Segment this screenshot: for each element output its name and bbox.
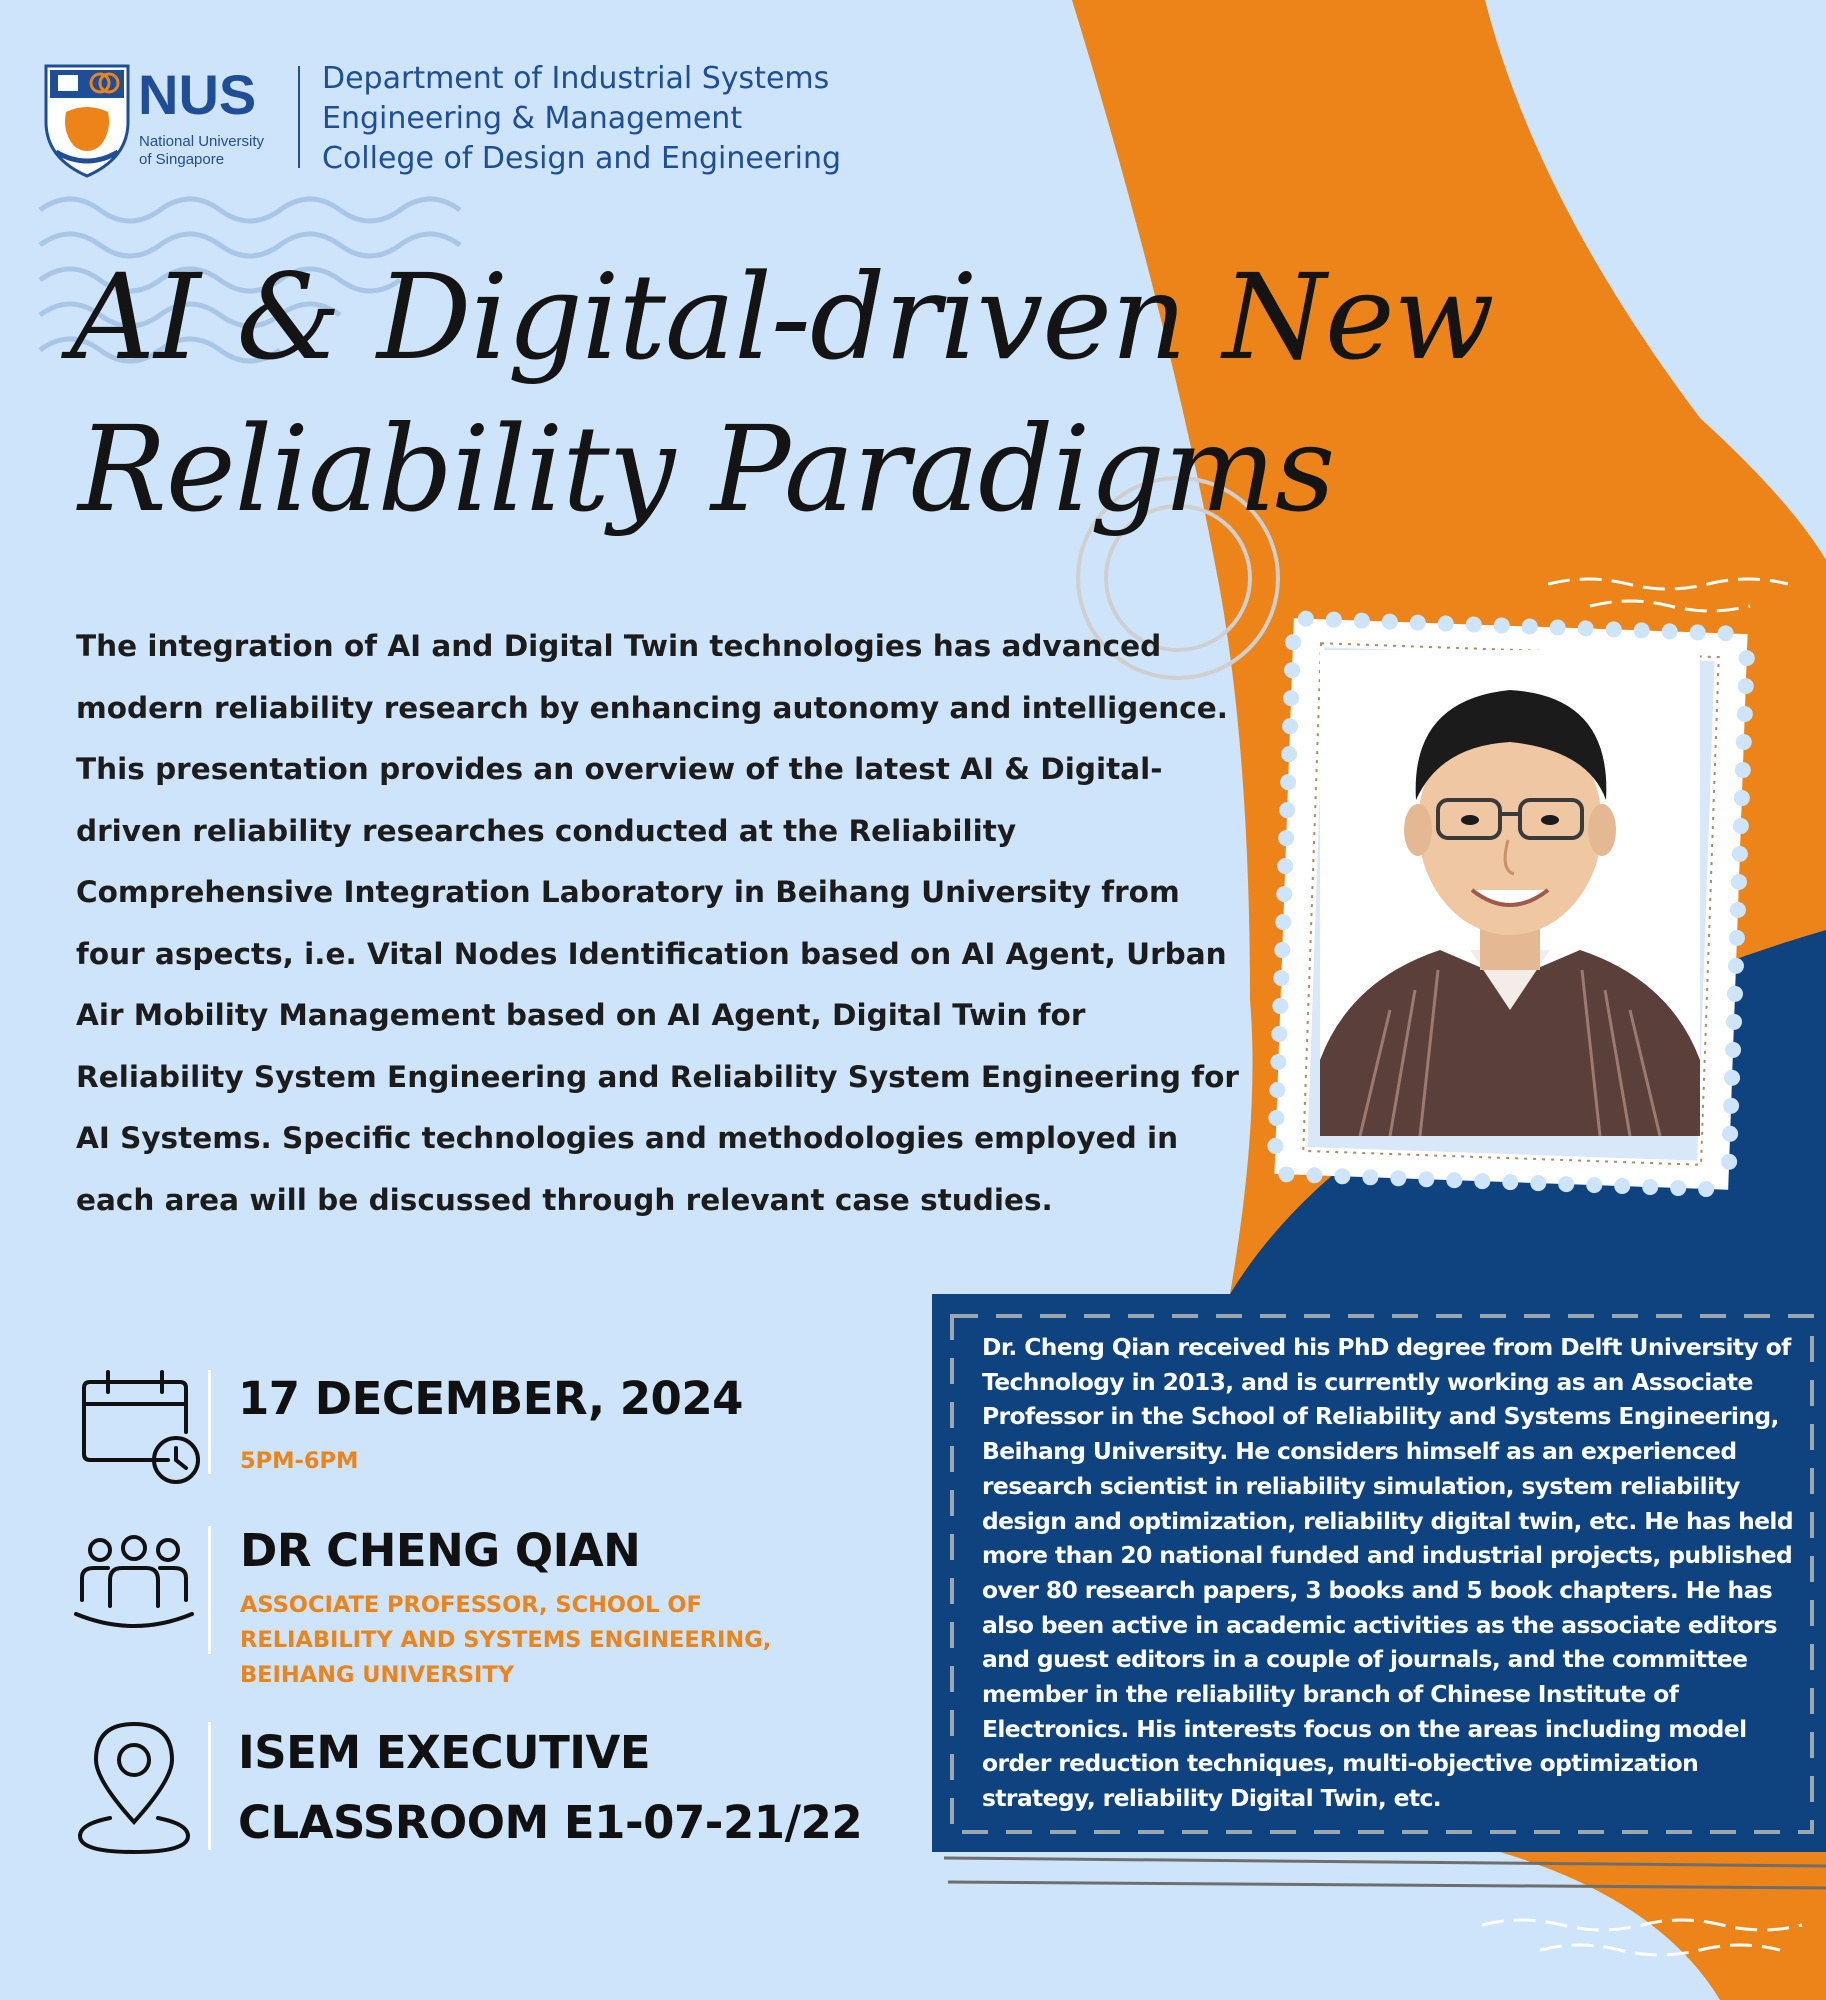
speaker-name: DR CHENG QIAN bbox=[240, 1524, 641, 1577]
poster-title-line-2: Reliability Paradigms bbox=[78, 400, 1335, 538]
department-name-line-2: Engineering & Management bbox=[322, 101, 743, 136]
speaker-role-line-3: BEIHANG UNIVERSITY bbox=[240, 1662, 515, 1688]
nus-logo bbox=[42, 60, 282, 180]
people-group-icon bbox=[72, 1530, 196, 1640]
speaker-divider bbox=[208, 1526, 211, 1654]
speaker-role-line-2: RELIABILITY AND SYSTEMS ENGINEERING, bbox=[240, 1627, 772, 1653]
orange-bottom-shape bbox=[1500, 1852, 1826, 2000]
poster-title-line-1: AI & Digital-driven New bbox=[70, 248, 1494, 386]
calendar-clock-icon bbox=[78, 1368, 202, 1486]
venue-line-2: CLASSROOM E1-07-21/22 bbox=[238, 1796, 863, 1849]
header-divider bbox=[298, 66, 300, 168]
date-divider bbox=[208, 1370, 211, 1474]
department-name-line-1: Department of Industrial Systems bbox=[322, 61, 830, 96]
location-pin-icon bbox=[74, 1718, 194, 1858]
speaker-photo bbox=[1320, 650, 1700, 1136]
event-time: 5PM-6PM bbox=[240, 1448, 359, 1474]
event-date: 17 DECEMBER, 2024 bbox=[238, 1372, 743, 1425]
talk-abstract: The integration of AI and Digital Twin technologies has advanced modern reliability research by enhancing autonomy and intelligence. This presentation provides an overview of the latest AI & Digital-driven reliability researches conducted at the Reliability Comprehensive Integration Laboratory in Beihang University from four aspects, i.e. Vital Nodes Identification based on AI Agent, Urban Air Mobility Management based on AI Agent, Digital Twin for Reliability System Engineering and Reliability System Engineering for AI Systems. Specific technologies and methodologies employed in each area will be discussed through relevant case studies. bbox=[76, 629, 1239, 1217]
svg-text:of Singapore: of Singapore bbox=[139, 151, 225, 168]
speaker-role-line-1: ASSOCIATE PROFESSOR, SCHOOL OF bbox=[240, 1592, 702, 1618]
svg-text:National University: National University bbox=[139, 133, 265, 150]
svg-text:NUS: NUS bbox=[138, 63, 257, 126]
college-name: College of Design and Engineering bbox=[322, 141, 842, 176]
speaker-bio: Dr. Cheng Qian received his PhD degree from Delft University of Technology in 2013, and is currently working as an Associate Professor in the School of Reliability and Systems Engineering, Beihang University. He considers himself as an experienced research scientist in reliability simulation, system reliability design and optimization, reliability digital twin, etc. He has held more than 20 national funded and industrial projects, published over 80 research papers, 3 books and 5 book chapters. He has also been active in academic activities as the associate editors and guest editors in a couple of journals, and the committee member in the reliability branch of Chinese Institute of Electronics. His interests focus on the areas including model order reduction techniques, multi-objective optimization strategy, reliability Digital Twin, etc. bbox=[982, 1333, 1793, 1813]
venue-divider bbox=[208, 1722, 211, 1850]
venue-line-1: ISEM EXECUTIVE bbox=[238, 1726, 651, 1779]
speaker-role bbox=[240, 1588, 771, 1693]
